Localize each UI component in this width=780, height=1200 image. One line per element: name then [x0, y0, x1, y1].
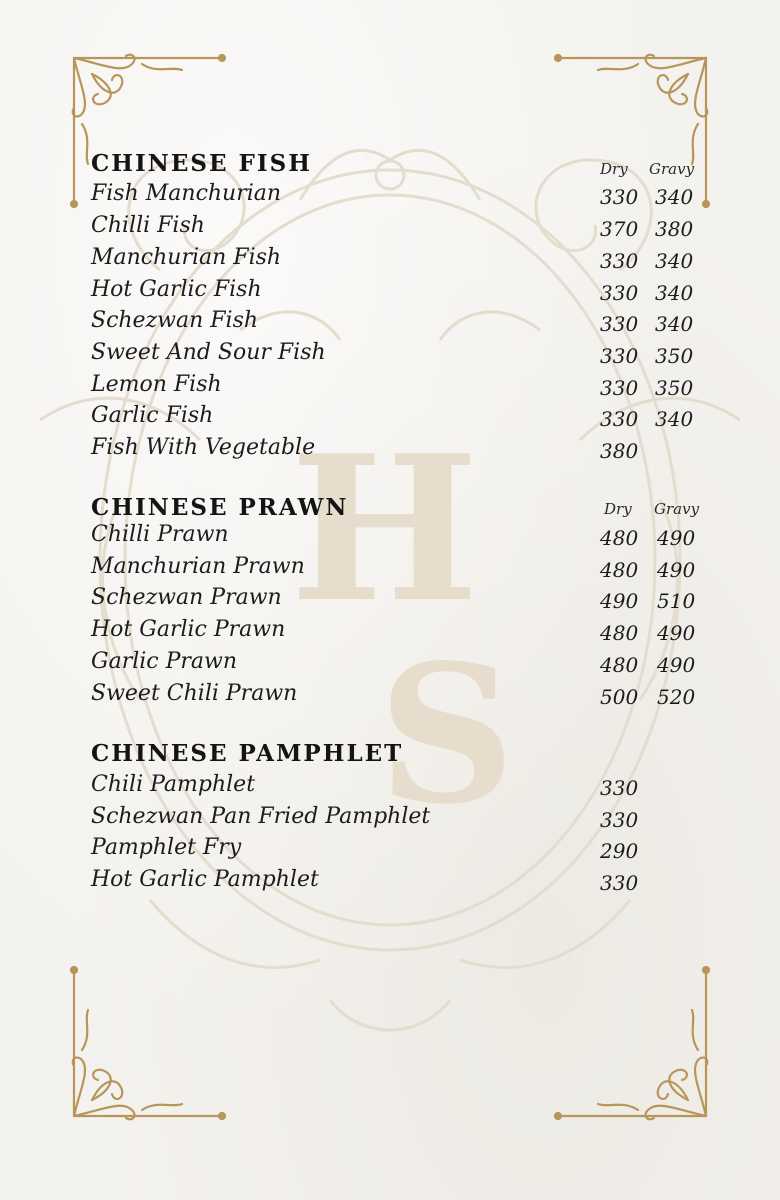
menu-item-name: Chili Pamphlet — [91, 772, 256, 797]
column-header-dry: Dry — [604, 500, 632, 518]
menu-item-price-gravy: 340 — [655, 185, 694, 209]
menu-item-price-dry: 330 — [600, 249, 639, 273]
menu-item-price-dry: 490 — [600, 589, 639, 613]
corner-ornament-icon — [548, 960, 718, 1130]
menu-item-price-dry: 500 — [600, 685, 639, 709]
menu-item-name: Lemon Fish — [91, 372, 222, 397]
column-header-dry: Dry — [600, 160, 628, 178]
menu-item-price-dry: 330 — [600, 312, 639, 336]
menu-item-name: Sweet Chili Prawn — [91, 681, 298, 706]
menu-item-price-gravy: 490 — [657, 653, 696, 677]
menu-item-price-dry: 330 — [600, 376, 639, 400]
menu-item-price-gravy: 490 — [657, 526, 696, 550]
menu-item-price-dry: 480 — [600, 558, 639, 582]
column-header-gravy: Gravy — [649, 160, 695, 178]
menu-item-name: Chilli Fish — [91, 213, 205, 238]
menu-item-price: 330 — [600, 871, 639, 895]
menu-item-price-dry: 480 — [600, 653, 639, 677]
monogram-s-watermark: S — [378, 623, 516, 846]
menu-item-name: Manchurian Prawn — [91, 554, 305, 579]
menu-item-price-gravy: 340 — [655, 249, 694, 273]
menu-item-price-dry: 330 — [600, 407, 639, 431]
menu-item-price-gravy: 340 — [655, 312, 694, 336]
menu-item-name: Garlic Fish — [91, 403, 214, 428]
section-title: CHINESE FISH — [91, 150, 312, 177]
menu-item-price-dry: 330 — [600, 185, 639, 209]
menu-item-price: 290 — [600, 839, 639, 863]
menu-item-price-gravy: 350 — [655, 376, 694, 400]
menu-item-price-dry: 480 — [600, 526, 639, 550]
menu-item-price-dry: 330 — [600, 281, 639, 305]
menu-item-name: Schezwan Fish — [91, 308, 259, 333]
menu-item-name: Hot Garlic Prawn — [91, 617, 286, 642]
menu-item-name: Pamphlet Fry — [91, 835, 242, 860]
menu-item-price-gravy: 490 — [657, 621, 696, 645]
menu-item-price-gravy: 340 — [655, 281, 694, 305]
menu-item-price-dry: 330 — [600, 344, 639, 368]
menu-item-price-gravy: 520 — [657, 685, 696, 709]
menu-item-name: Schezwan Prawn — [91, 585, 282, 610]
menu-item-price-dry: 380 — [600, 439, 639, 463]
menu-item-price-gravy: 340 — [655, 407, 694, 431]
menu-item-name: Manchurian Fish — [91, 245, 282, 270]
menu-item-price-gravy: 380 — [655, 217, 694, 241]
menu-item-price-gravy: 490 — [657, 558, 696, 582]
menu-item-name: Hot Garlic Pamphlet — [91, 867, 319, 892]
menu-item-price-gravy: 350 — [655, 344, 694, 368]
menu-item-price: 330 — [600, 776, 639, 800]
menu-item-name: Schezwan Pan Fried Pamphlet — [91, 804, 431, 829]
menu-item-name: Chilli Prawn — [91, 522, 229, 547]
menu-item-name: Fish Manchurian — [91, 181, 282, 206]
column-header-gravy: Gravy — [654, 500, 700, 518]
section-title: CHINESE PRAWN — [91, 494, 349, 521]
menu-item-name: Garlic Prawn — [91, 649, 238, 674]
menu-item-name: Fish With Vegetable — [91, 435, 316, 460]
section-title: CHINESE PAMPHLET — [91, 740, 404, 767]
monogram-h-watermark: H — [290, 412, 479, 647]
menu-item-price-dry: 480 — [600, 621, 639, 645]
menu-item-name: Sweet And Sour Fish — [91, 340, 326, 365]
menu-item-price-gravy: 510 — [657, 589, 696, 613]
menu-item-price: 330 — [600, 808, 639, 832]
menu-item-name: Hot Garlic Fish — [91, 277, 262, 302]
menu-item-price-dry: 370 — [600, 217, 639, 241]
corner-ornament-icon — [62, 960, 232, 1130]
